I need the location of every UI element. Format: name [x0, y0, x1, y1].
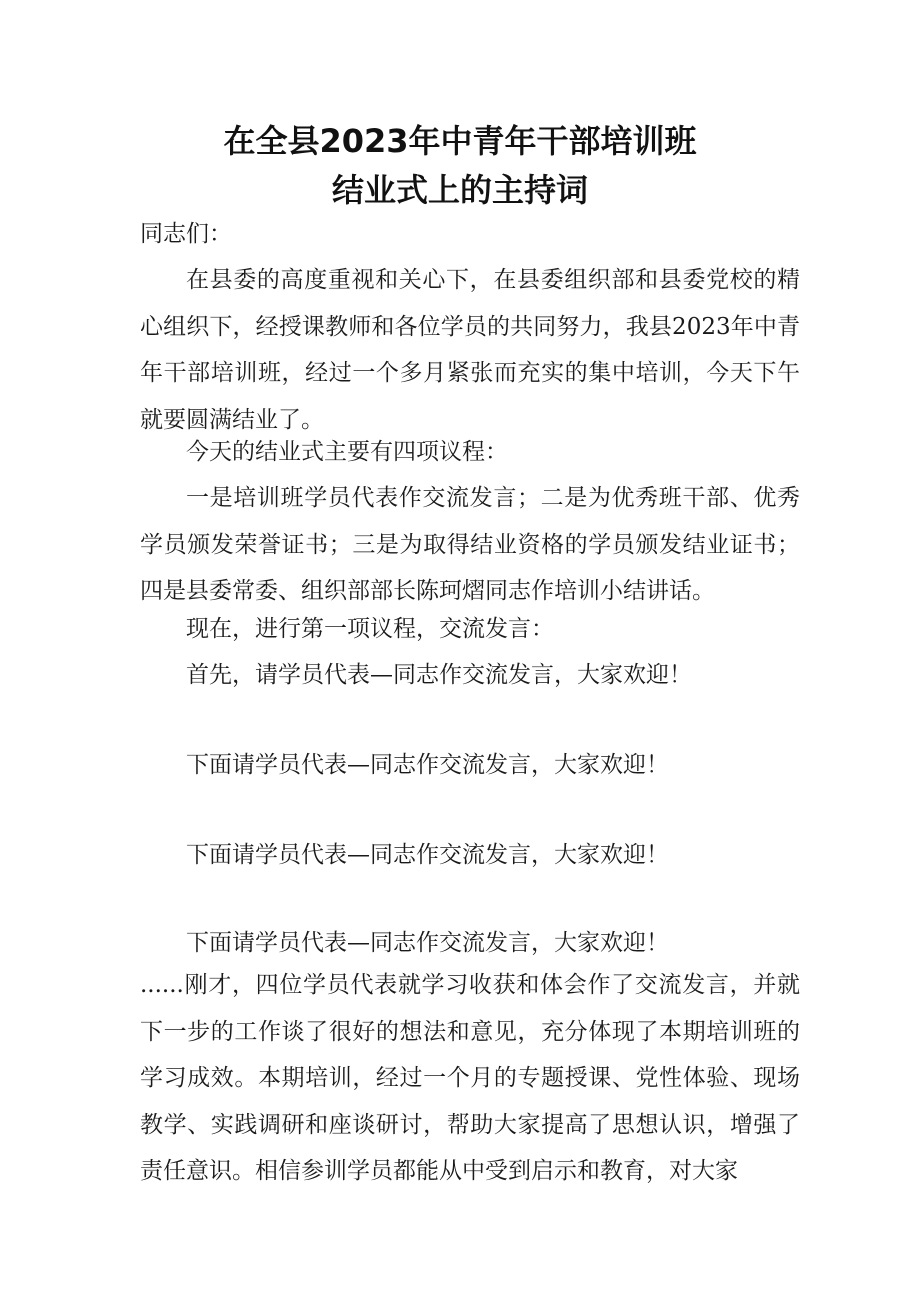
paragraph-speaker-1: 首先，请学员代表—同志作交流发言，大家欢迎！: [186, 662, 692, 688]
paragraph-intro: 在县委的高度重视和关心下，在县委组织部和县委党校的精心组织下，经授课教师和各位学员的共同努力，我县2023年中青年干部培训班，经过一个多月紧张而充实的集中培训，今天下午就要圆满结业了。: [140, 267, 800, 433]
document-title-line-1: 在全县2023年中青年干部培训班: [223, 122, 697, 160]
paragraph-first-item: 现在，进行第一项议程，交流发言：: [186, 616, 554, 642]
paragraph-speaker-3: 下面请学员代表—同志作交流发言，大家欢迎！: [186, 842, 669, 868]
paragraph-speaker-4: 下面请学员代表—同志作交流发言，大家欢迎！: [186, 930, 669, 956]
paragraph-summary: ......刚才，四位学员代表就学习收获和体会作了交流发言，并就下一步的工作谈了很好的想法和意见，充分体现了本期培训班的学习成效。本期培训，经过一个月的专题授课、党性体验、现场教学、实践调研和座谈研讨，帮助大家提高了思想认识，增强了责任意识。相信参训学员都能从中受到启示和教育，对大家: [140, 972, 800, 1184]
salutation: 同志们：: [140, 221, 232, 247]
paragraph-speaker-2: 下面请学员代表—同志作交流发言，大家欢迎！: [186, 752, 669, 778]
document-title-line-2: 结业式上的主持词: [331, 171, 588, 209]
paragraph-agenda-heading: 今天的结业式主要有四项议程：: [186, 439, 508, 465]
paragraph-agenda-items: 一是培训班学员代表作交流发言；二是为优秀班干部、优秀学员颁发荣誉证书；三是为取得结业资格的学员颁发结业证书；四是县委常委、组织部部长陈珂熠同志作培训小结讲话。: [140, 485, 800, 604]
